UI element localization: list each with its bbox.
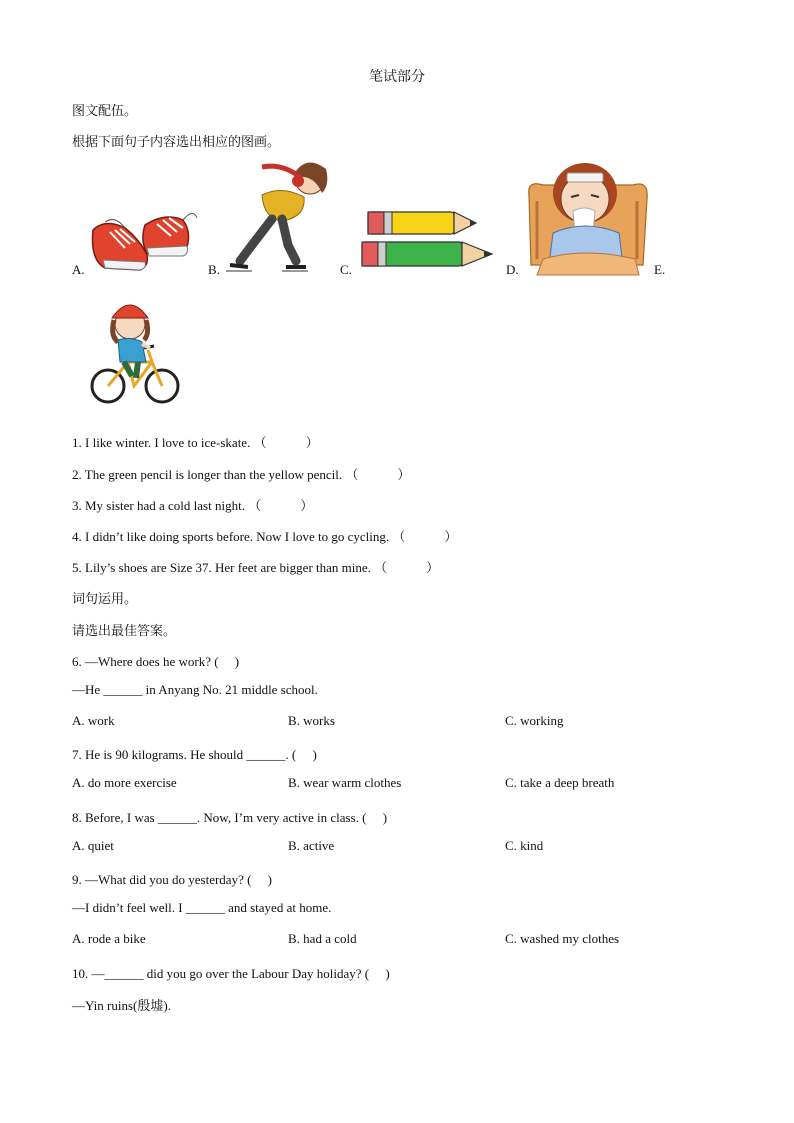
picture-label-a: A. (72, 262, 85, 277)
section2-instruction: 请选出最佳答案。 (72, 623, 177, 638)
question-2: 2. The green pencil is longer than the yellow pencil. （ ） (72, 467, 411, 482)
q7-option-b: B. wear warm clothes (288, 775, 402, 790)
question-9: 9. —What did you do yesterday? ( ) (72, 872, 273, 887)
section2-heading: 词句运用。 (72, 591, 138, 606)
picture-label-e: E. (654, 262, 666, 277)
picture-label-d: D. (506, 262, 519, 277)
question-6-dialogue: —He ______ in Anyang No. 21 middle school. (72, 682, 318, 697)
q6-option-c: C. working (505, 713, 564, 728)
picture-label-c: C. (340, 262, 352, 277)
section1-heading: 图文配伍。 (72, 103, 138, 118)
question-3: 3. My sister had a cold last night. （ ） (72, 498, 314, 513)
section1-instruction: 根据下面句子内容选出相应的图画。 (72, 134, 281, 149)
q9-option-b: B. had a cold (288, 931, 357, 946)
q9-option-c: C. washed my clothes (505, 931, 620, 946)
question-5: 5. Lily’s shoes are Size 37. Her feet are bigger than mine. （ ） (72, 560, 440, 575)
question-6: 6. —Where does he work? ( ) (72, 654, 240, 669)
question-10-dialogue: —Yin ruins(殷墟). (72, 998, 171, 1013)
ice-skater-icon (222, 155, 337, 277)
sick-girl-icon (523, 155, 651, 277)
q8-option-b: B. active (288, 838, 335, 853)
q7-option-c: C. take a deep breath (505, 775, 615, 790)
q6-option-b: B. works (288, 713, 335, 728)
q6-option-a: A. work (72, 713, 115, 728)
question-9-dialogue: —I didn’t feel well. I ______ and stayed at home. (72, 900, 332, 915)
question-7: 7. He is 90 kilograms. He should ______. ( ) (72, 747, 317, 762)
picture-label-b: B. (208, 262, 220, 277)
q7-option-a: A. do more exercise (72, 775, 177, 790)
question-4: 4. I didn’t like doing sports before. Now I love to go cycling. （ ） (72, 529, 458, 544)
question-10: 10. —______ did you go over the Labour Day holiday? ( ) (72, 966, 390, 981)
q8-option-c: C. kind (505, 838, 544, 853)
question-1: 1. I like winter. I love to ice-skate. （ ） (72, 435, 319, 450)
pencils-icon (358, 208, 498, 273)
sneakers-icon (85, 200, 200, 275)
cyclist-icon (88, 292, 183, 407)
q8-option-a: A. quiet (72, 838, 114, 853)
question-8: 8. Before, I was ______. Now, I’m very active in class. ( ) (72, 810, 388, 825)
page-title: 笔试部分 (369, 70, 425, 85)
q9-option-a: A. rode a bike (72, 931, 146, 946)
